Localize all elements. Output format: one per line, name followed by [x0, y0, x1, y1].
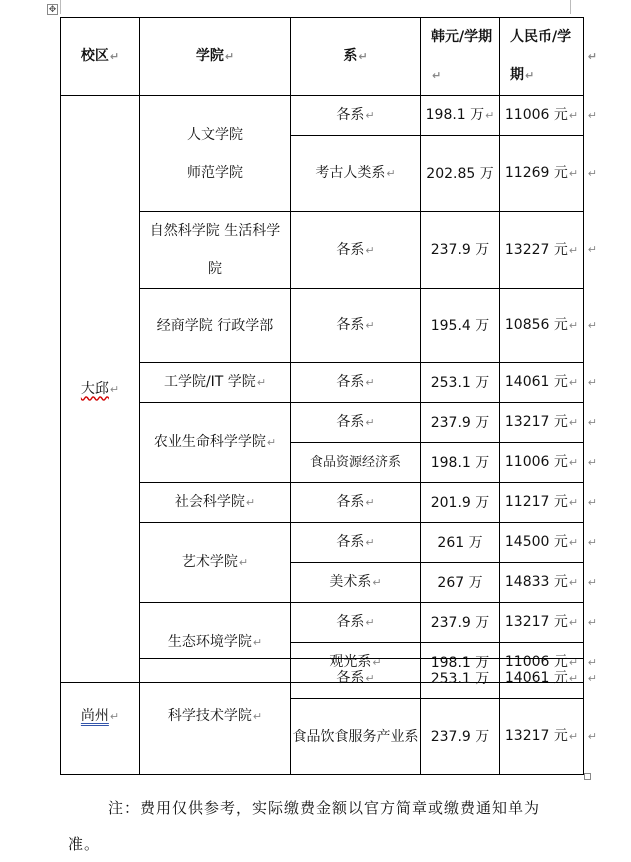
table-row — [61, 403, 584, 443]
college-cell: 人文学院 师范学院 — [140, 96, 291, 212]
krw-cell: 198.1 万 — [421, 643, 500, 683]
college-cell: 社会科学院↵ — [140, 483, 291, 523]
header-campus: 校区↵ — [61, 18, 140, 96]
college-cell: 生态环境学院↵ — [140, 603, 291, 683]
dept-cell: 各系↵ — [291, 212, 421, 289]
table-row — [61, 659, 584, 699]
rmb-cell: 11217 元↵ ↵ — [500, 483, 584, 523]
table-row — [61, 289, 584, 363]
dept-cell: 各系↵ — [291, 289, 421, 363]
dept-cell: 美术系↵ — [291, 563, 421, 603]
dept-cell: 各系↵ — [291, 523, 421, 563]
krw-cell: 198.1 万 — [421, 443, 500, 483]
college-cell: 科学技术学院↵ — [140, 659, 291, 775]
krw-cell: 195.4 万 — [421, 289, 500, 363]
table-row — [61, 603, 584, 643]
campus-cell: 大邱↵ — [61, 96, 140, 683]
rmb-cell: 14061 元↵ ↵ — [500, 659, 584, 699]
rmb-cell: 11269 元↵ ↵ — [500, 136, 584, 212]
header-row — [61, 18, 584, 96]
rmb-cell: 11006 元↵ ↵ — [500, 443, 584, 483]
table-resize-handle[interactable] — [584, 773, 591, 780]
rmb-cell: 14833 元↵ ↵ — [500, 563, 584, 603]
rmb-cell: 11006 元↵ ↵ — [500, 96, 584, 136]
krw-cell: 198.1 万↵ — [421, 96, 500, 136]
krw-cell: 253.1 万 — [421, 659, 500, 699]
krw-cell: 253.1 万 — [421, 363, 500, 403]
header-rmb: 人民币/学期↵ ↵ — [500, 18, 584, 96]
rmb-cell: 10856 元↵ ↵ — [500, 289, 584, 363]
college-cell: 农业生命科学学院↵ — [140, 403, 291, 483]
rmb-cell: 14061 元↵ ↵ — [500, 363, 584, 403]
dept-cell: 各系↵ — [291, 403, 421, 443]
dept-cell: 食品饮食服务产业系 — [291, 699, 421, 775]
krw-cell: 267 万 — [421, 563, 500, 603]
dept-cell: 各系↵ — [291, 96, 421, 136]
dept-cell: 各系↵ — [291, 363, 421, 403]
dept-cell: 各系↵ — [291, 483, 421, 523]
header-krw: 韩元/学期↵ — [421, 18, 500, 96]
krw-cell: 237.9 万 — [421, 212, 500, 289]
krw-cell: 261 万 — [421, 523, 500, 563]
dept-cell: 食品资源经济系 — [291, 443, 421, 483]
rmb-cell: 14500 元↵ ↵ — [500, 523, 584, 563]
campus-cell: 尚州↵ — [61, 659, 140, 775]
rmb-cell: 13217 元↵ ↵ — [500, 699, 584, 775]
krw-cell: 202.85 万 — [421, 136, 500, 212]
table-row — [61, 212, 584, 289]
header-college: 学院↵ — [140, 18, 291, 96]
table-row — [61, 96, 584, 136]
footnote: 注：费用仅供参考，实际缴费金额以官方简章或缴费通知单为准。 — [68, 799, 541, 853]
college-cell: 艺术学院↵ — [140, 523, 291, 603]
krw-cell: 237.9 万 — [421, 603, 500, 643]
rmb-cell: 11006 元↵ ↵ — [500, 643, 584, 683]
rmb-cell: 13217 元↵ ↵ — [500, 603, 584, 643]
dept-cell: 各系↵ — [291, 659, 421, 699]
krw-cell: 237.9 万 — [421, 403, 500, 443]
college-cell: 经商学院 行政学部 — [140, 289, 291, 363]
page-margin-guide — [60, 0, 571, 14]
rmb-cell: 13217 元↵ ↵ — [500, 403, 584, 443]
table-row — [61, 363, 584, 403]
table-row — [61, 483, 584, 523]
dept-cell: 各系↵ — [291, 603, 421, 643]
rmb-cell: 13227 元↵ ↵ — [500, 212, 584, 289]
college-cell: 工学院/IT 学院↵ — [140, 363, 291, 403]
krw-cell: 237.9 万 — [421, 699, 500, 775]
dept-cell: 考古人类系↵ — [291, 136, 421, 212]
table-move-handle-icon[interactable]: ✥ — [48, 5, 57, 15]
tuition-table — [60, 17, 597, 683]
krw-cell: 201.9 万 — [421, 483, 500, 523]
table-row — [61, 523, 584, 563]
header-dept: 系↵ — [291, 18, 421, 96]
dept-cell: 观光系↵ — [291, 643, 421, 683]
college-cell: 自然科学院 生活科学院 — [140, 212, 291, 289]
tuition-table-sangju — [60, 658, 597, 775]
